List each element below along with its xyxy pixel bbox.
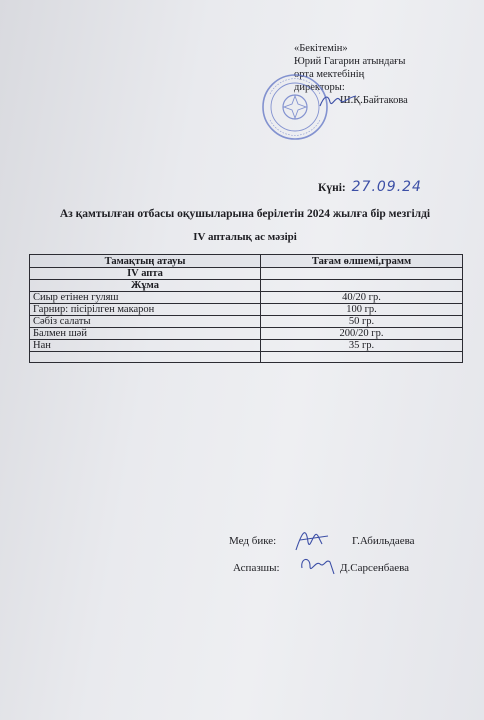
cook-name-row [340,562,409,574]
table-header-row [30,255,463,268]
menu-table [29,254,463,363]
table-row [30,328,463,340]
date-label: Күні: [318,182,346,194]
document-title: Аз қамтылған отбасы оқушыларына берілетін 2024 жылға бір мезгілді [59,208,431,220]
table-row [30,292,463,304]
header-dish-name: Тамақтың атауы [30,255,261,268]
empty-cell [261,352,463,363]
nurse-label: Мед бике: [229,535,277,547]
dish-portion: 40/20 гр. [261,292,463,304]
dish-name: Сиыр етінен гуляш [30,292,261,304]
nurse-name-row [352,535,415,547]
cook-label: Аспазшы: [233,562,280,574]
nurse-signature-row [229,535,276,547]
week-empty-cell [261,268,463,280]
approval-signer: Ш.Қ.Байтакова [340,95,408,106]
approval-position: директоры: [294,82,345,93]
week-label: IV апта [30,268,261,280]
cook-name: Д.Сарсенбаева [340,562,410,574]
dish-name: Гарнир: пісірілген макарон [30,304,261,316]
dish-portion: 50 гр. [261,316,463,328]
day-empty-cell [261,280,463,292]
day-label: Жұма [30,280,261,292]
date-row [318,179,422,195]
table-row [30,316,463,328]
table-row-week [30,268,463,280]
nurse-name: Г.Абильдаева [352,535,415,547]
dish-name: Нан [30,340,261,352]
empty-cell [30,352,261,363]
table-row-day [30,280,463,292]
table-row [30,304,463,316]
table-row-empty [30,352,463,363]
dish-name: Сәбіз салаты [30,316,261,328]
director-signature [318,90,358,112]
approval-school-line-2: орта мектебінің [294,69,365,80]
approval-heading: «Бекітемін» [294,43,348,54]
dish-portion: 35 гр. [261,340,463,352]
dish-portion: 100 гр. [261,304,463,316]
approval-school-line: Юрий Гагарин атындағы [294,56,406,67]
header-portion: Тағам өлшемі,грамм [261,255,463,268]
date-handwritten: 27.09.24 [351,179,422,195]
document-subtitle: IV апталық ас мәзірі [193,231,297,243]
cook-signature-row [233,562,280,574]
cook-signature [296,550,338,580]
table-row [30,340,463,352]
dish-name: Балмен шәй [30,328,261,340]
dish-portion: 200/20 гр. [261,328,463,340]
